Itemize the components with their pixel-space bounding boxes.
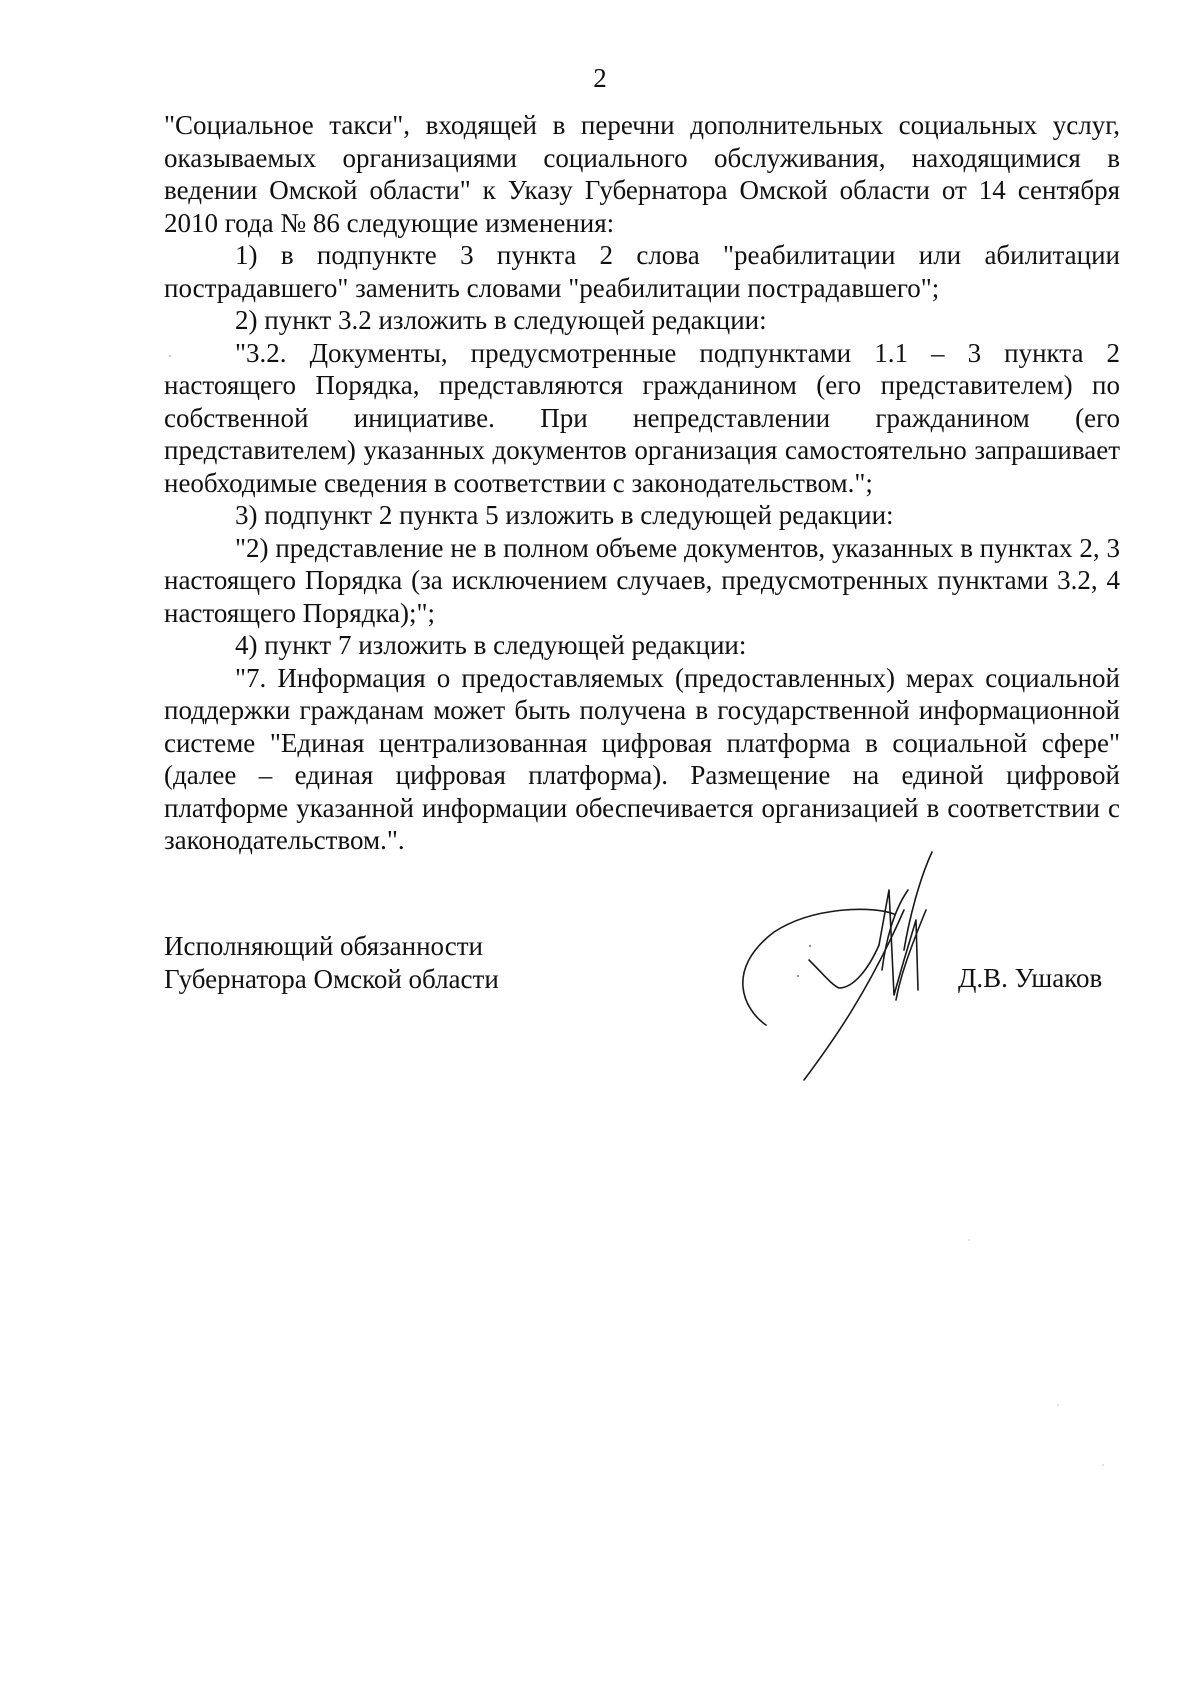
signatory-title	[164, 930, 499, 995]
paragraph-item-3-text: "2) представление не в полном объеме документов, указанных в пунктах 2, 3 настоящего Порядка (за исключением случаев, предусмотренных пунктами 3.2, 4 настоящего Порядка);";	[164, 532, 1120, 628]
signatory-title-line-2: Губернатора Омской области	[164, 963, 499, 994]
paragraph-item-4-text: "7. Информация о предоставляемых (предоставленных) мерах социальной поддержки гражданам может быть получена в государственной информационной системе "Единая централизованная цифровая платформа в социальной сфере" (далее – единая цифровая платформа). Размещение на единой цифровой платформе указанной информации обеспечивается организацией в соответствии с законодательством.".	[164, 662, 1120, 855]
paragraph-intro: "Социальное такси", входящей в перечни дополнительных социальных услуг, оказываемых организациями социального обслуживания, находящимися в ведении Омской области" к Указу Губернатора Омской области от 14 сентября 2010 года № 86 следующие изменения:	[164, 110, 1120, 238]
signatory-title-line-1: Исполняющий обязанности	[164, 931, 483, 961]
page-number: 2	[593, 63, 607, 93]
paragraph-item-1: 1) в подпункте 3 пункта 2 слова "реабилитации или абилитации пострадавшего" заменить словами "реабилитации пострадавшего";	[164, 240, 1120, 303]
paragraph-item-2: 2) пункт 3.2 изложить в следующей редакции:	[235, 305, 767, 335]
document-body	[164, 109, 1120, 857]
paragraph-item-2-text: "3.2. Документы, предусмотренные подпунктами 1.1 – 3 пункта 2 настоящего Порядка, представляются гражданином (его представителем) по собственной инициативе. При непредставлении гражданином (его представителем) указанных документов организация самостоятельно запрашивает необходимые сведения в соответствии с законодательством.";	[164, 337, 1120, 498]
paragraph-item-3: 3) подпункт 2 пункта 5 изложить в следующей редакции:	[235, 500, 894, 530]
handwritten-signature-icon	[704, 850, 964, 1090]
signatory-name: Д.В. Ушаков	[958, 963, 1103, 993]
signature-block	[164, 930, 1124, 1090]
paragraph-item-4: 4) пункт 7 изложить в следующей редакции:	[235, 630, 747, 660]
